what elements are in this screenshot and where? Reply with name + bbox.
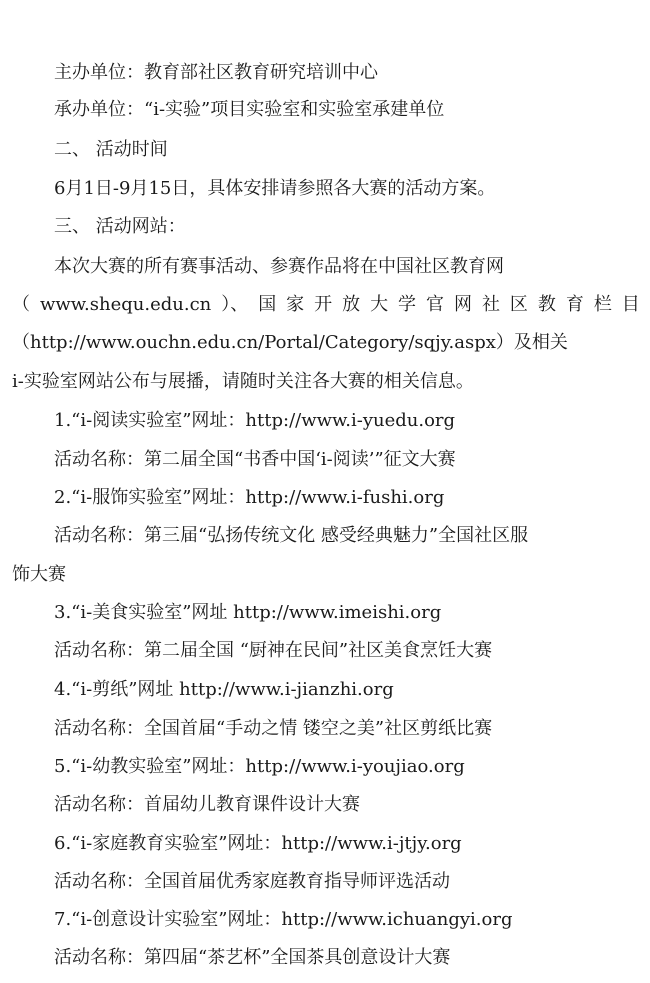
section-heading-time: 二、 活动时间 bbox=[54, 139, 168, 160]
item-site-7: 7.“i-创意设计实验室”网址：http://www.ichuangyi.org bbox=[54, 909, 513, 930]
text-fragment: 网 bbox=[453, 294, 472, 315]
time-paragraph: 6月1日-9月15日，具体安排请参照各大赛的活动方案。 bbox=[54, 178, 496, 199]
website-paragraph-line-3: （http://www.ouchn.edu.cn/Portal/Category/sqjy.aspx）及相关 bbox=[12, 332, 568, 353]
item-site-6: 6.“i-家庭教育实验室”网址：http://www.i-jtjy.org bbox=[54, 833, 462, 854]
text-fragment: ）、 bbox=[221, 294, 249, 315]
text-fragment: 家 bbox=[286, 294, 305, 315]
text-fragment: （ bbox=[12, 294, 30, 315]
website-paragraph-line-2 bbox=[0, 292, 650, 318]
text-fragment: 社 bbox=[481, 294, 500, 315]
item-activity-2-continued: 饰大赛 bbox=[12, 564, 66, 585]
text-fragment: 目 bbox=[621, 294, 640, 315]
organizer-line: 主办单位：教育部社区教育研究培训中心 bbox=[54, 62, 378, 83]
text-fragment: 放 bbox=[342, 294, 361, 315]
text-fragment: 学 bbox=[398, 294, 417, 315]
co-organizer-line: 承办单位：“i-实验”项目实验室和实验室承建单位 bbox=[54, 99, 445, 120]
item-site-2: 2.“i-服饰实验室”网址：http://www.i-fushi.org bbox=[54, 487, 445, 508]
text-fragment: 区 bbox=[509, 294, 528, 315]
item-activity-3: 活动名称：第二届全国 “厨神在民间”社区美食烹饪大赛 bbox=[54, 640, 493, 661]
item-activity-7: 活动名称：第四届“茶艺杯”全国茶具创意设计大赛 bbox=[54, 947, 451, 968]
shequ-url-text: www.shequ.edu.cn bbox=[39, 294, 212, 315]
text-fragment: 育 bbox=[565, 294, 584, 315]
item-site-4: 4.“i-剪纸”网址 http://www.i-jianzhi.org bbox=[54, 679, 394, 700]
website-paragraph-line-4: i-实验室网站公布与展播，请随时关注各大赛的相关信息。 bbox=[12, 371, 474, 392]
item-activity-2: 活动名称：第三届“弘扬传统文化 感受经典魅力”全国社区服 bbox=[54, 525, 529, 546]
item-site-3: 3.“i-美食实验室”网址 http://www.imeishi.org bbox=[54, 602, 442, 623]
item-site-1: 1.“i-阅读实验室”网址：http://www.i-yuedu.org bbox=[54, 410, 456, 431]
item-site-5: 5.“i-幼教实验室”网址：http://www.i-youjiao.org bbox=[54, 756, 465, 777]
text-fragment: 开 bbox=[314, 294, 333, 315]
website-paragraph-line-1: 本次大赛的所有赛事活动、参赛作品将在中国社区教育网 bbox=[54, 256, 504, 277]
text-fragment: 官 bbox=[426, 294, 445, 315]
item-activity-1: 活动名称：第二届全国“书香中国‘i-阅读’”征文大赛 bbox=[54, 449, 456, 470]
text-fragment: 栏 bbox=[593, 294, 612, 315]
item-activity-4: 活动名称：全国首届“手动之情 镂空之美”社区剪纸比赛 bbox=[54, 718, 493, 739]
text-fragment: 国 bbox=[258, 294, 277, 315]
item-activity-5: 活动名称：首届幼儿教育课件设计大赛 bbox=[54, 794, 360, 815]
text-fragment: 大 bbox=[370, 294, 389, 315]
item-activity-6: 活动名称：全国首届优秀家庭教育指导师评选活动 bbox=[54, 871, 450, 892]
section-heading-website: 三、 活动网站： bbox=[54, 216, 186, 237]
text-fragment: 教 bbox=[537, 294, 556, 315]
